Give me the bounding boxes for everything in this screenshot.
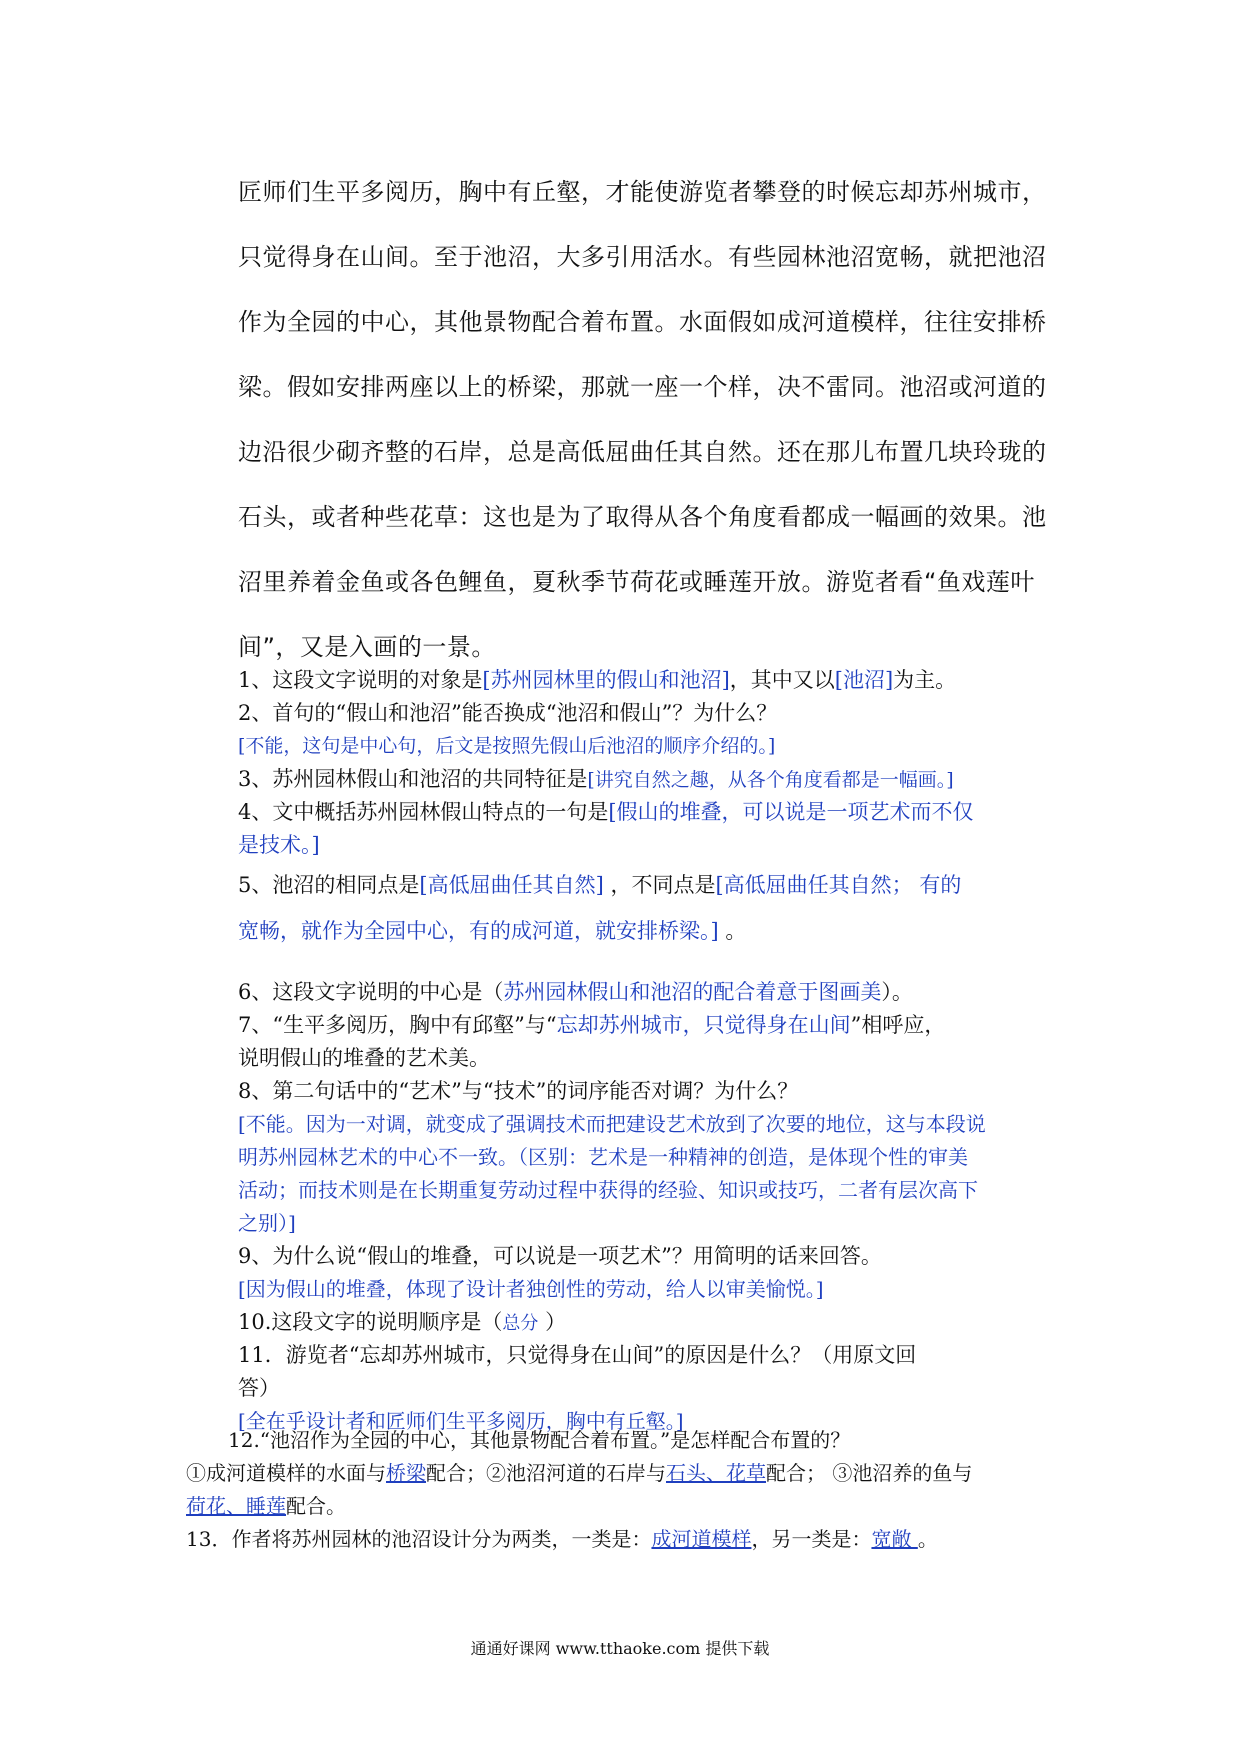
q13-answer-1: 成河道模样 [651, 1527, 752, 1551]
question-12-block [186, 1424, 1086, 1556]
passage-line: 作为全园的中心，其他景物配合着布置。水面假如成河道模样，往往安排桥 [238, 308, 1047, 336]
q5-answer-2: [高低屈曲任其自然； 有的 [715, 873, 962, 897]
q10-answer: 总分 [502, 1313, 539, 1334]
q12-text: 配合； ③池沼养的鱼与 [766, 1461, 973, 1485]
question-7-cont: 说明假山的堆叠的艺术美。 [238, 1046, 490, 1070]
question-11-cont: 答） [238, 1376, 280, 1400]
q13-text: 13．作者将苏州园林的池沼设计分为两类，一类是： [186, 1527, 652, 1551]
q4-text: 4、文中概括苏州园林假山特点的一句是 [238, 800, 609, 824]
q3-answer: [讲究自然之趣，从各个角度看都是一幅画。] [587, 769, 954, 791]
q1-answer-2: [池沼] [834, 668, 894, 692]
q7-answer: 忘却苏州城市，只觉得身在山间 [556, 1013, 851, 1037]
q1-text-mid: ，其中又以 [729, 668, 835, 692]
passage-line: 石头，或者种些花草：这也是为了取得从各个角度看都成一幅画的效果。池 [238, 503, 1047, 531]
answer-8-line: 活动；而技术则是在长期重复劳动过程中获得的经验、知识或技巧，二者有层次高下 [238, 1178, 978, 1202]
passage-line: 沼里养着金鱼或各色鲤鱼，夏秋季节荷花或睡莲开放。游览者看“鱼戏莲叶 [238, 568, 1035, 596]
question-3 [238, 763, 1068, 796]
passage-line: 匠师们生平多阅历，胸中有丘壑，才能使游览者攀登的时候忘却苏州城市， [238, 178, 1047, 206]
question-6 [238, 976, 1068, 1009]
spacer [238, 954, 1068, 976]
answer-8-line: 明苏州园林艺术的中心不一致。（区别：艺术是一种精神的创造，是体现个性的审美 [238, 1145, 968, 1169]
q13-text-mid: ，另一类是： [751, 1527, 872, 1551]
passage-line: 只觉得身在山间。至于池沼，大多引用活水。有些园林池沼宽畅，就把池沼 [238, 243, 1047, 271]
question-5 [238, 862, 1068, 908]
q5-answer-1: [高低屈曲任其自然] [419, 873, 604, 897]
question-7 [238, 1009, 1068, 1042]
answer-2: [不能，这句是中心句，后文是按照先假山后池沼的顺序介绍的。] [238, 735, 776, 757]
q1-text: 1、这段文字说明的对象是 [238, 668, 483, 692]
answer-9: [因为假山的堆叠，体现了设计者独创性的劳动，给人以审美愉悦。] [238, 1277, 824, 1301]
question-11: 11．游览者“忘却苏州城市，只觉得身在山间”的原因是什么？（用原文回 [238, 1343, 917, 1367]
q13-answer-2: 宽敞 [871, 1527, 918, 1551]
question-1 [238, 664, 1068, 697]
q4-answer: [假山的堆叠，可以说是一项艺术而不仅 [608, 800, 974, 824]
answer-12-line-2 [186, 1490, 1086, 1523]
q1-answer-1: [苏州园林里的假山和池沼] [482, 668, 730, 692]
question-2: 2、首句的“假山和池沼”能否换成“池沼和假山”？为什么？ [238, 701, 778, 725]
q6-text-end: ）。 [881, 980, 913, 1004]
question-4 [238, 796, 1068, 829]
q5-text-mid: ，不同点是 [603, 873, 716, 897]
passage-line: 边沿很少砌齐整的石岸，总是高低屈曲任其自然。还在那儿布置几块玲珑的 [238, 438, 1047, 466]
passage [238, 160, 1068, 680]
answer-12-line-1 [186, 1457, 1086, 1490]
q10-text: 10.这段文字的说明顺序是（ [238, 1310, 503, 1334]
q6-answer: 苏州园林假山和池沼的配合着意于图画美 [503, 980, 882, 1004]
q12-answer-lotus: 荷花、睡莲 [186, 1494, 286, 1518]
question-12: 12.“池沼作为全园的中心，其他景物配合着布置。”是怎样配合布置的？ [228, 1428, 851, 1452]
q7-text-end: ”相呼应， [850, 1013, 946, 1037]
answer-5-cont [238, 908, 1068, 954]
question-8: 8、第二句话中的“艺术”与“技术”的词序能否对调？为什么？ [238, 1079, 799, 1103]
q5-text-end: 。 [718, 919, 747, 943]
passage-line: 梁。假如安排两座以上的桥梁，那就一座一个样，决不雷同。池沼或河道的 [238, 373, 1047, 401]
answer-8-line: [不能。因为一对调，就变成了强调技术而把建设艺术放到了次要的地位，这与本段说 [238, 1112, 986, 1136]
q12-answer-stones: 石头、花草 [666, 1461, 766, 1485]
q12-answer-bridge: 桥梁 [386, 1461, 426, 1485]
passage-line: 间”，又是入画的一景。 [238, 633, 496, 661]
q1-text-end: 为主。 [893, 668, 957, 692]
question-13 [186, 1523, 1086, 1556]
q10-text-end: ） [538, 1310, 567, 1334]
q7-text: 7、“生平多阅历，胸中有邱壑”与“ [238, 1013, 557, 1037]
answer-4-cont: 是技术。] [238, 833, 320, 857]
q12-text: 配合。 [286, 1494, 346, 1518]
answer-11: [全在乎设计者和匠师们生平多阅历，胸中有丘壑。] [238, 1409, 684, 1433]
question-10 [238, 1306, 1068, 1339]
footer-credit: 通通好课网 www.tthaoke.com 提供下载 [470, 1639, 770, 1658]
q5-answer-3: 宽畅，就作为全园中心，有的成河道，就安排桥梁。] [238, 919, 719, 943]
q13-text-end: 。 [917, 1527, 938, 1551]
q12-text: ①成河道模样的水面与 [186, 1461, 386, 1485]
q3-text: 3、苏州园林假山和池沼的共同特征是 [238, 767, 588, 791]
answer-8-line: 之别）] [238, 1211, 296, 1235]
q12-text: 配合；②池沼河道的石岸与 [426, 1461, 666, 1485]
question-9: 9、为什么说“假山的堆叠，可以说是一项艺术”？用简明的话来回答。 [238, 1244, 882, 1268]
questions [238, 664, 1068, 1438]
q5-text: 5、池沼的相同点是 [238, 873, 420, 897]
q6-text: 6、这段文字说明的中心是（ [238, 980, 504, 1004]
